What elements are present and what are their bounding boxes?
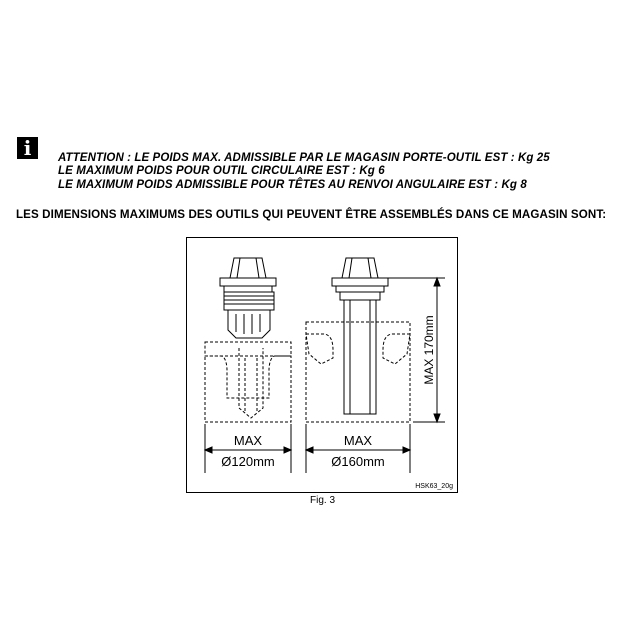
reference-code: HSK63_20g (415, 483, 453, 490)
figure-frame (186, 237, 458, 493)
left-tool-holder (220, 258, 276, 338)
left-diameter-label: Ø120mm (221, 454, 275, 469)
left-tool-envelope (205, 342, 291, 422)
notice-line-angular-head: LE MAXIMUM POIDS ADMISSIBLE POUR TÊTES AU RENVOI ANGULAIRE EST : Kg 8 (58, 179, 527, 191)
height-max-label: MAX 170mm (422, 315, 436, 385)
notice-line-weight-max: ATTENTION : LE POIDS MAX. ADMISSIBLE PAR LE MAGASIN PORTE-OUTIL EST : Kg 25 (58, 152, 550, 164)
right-diameter-label: Ø160mm (331, 454, 385, 469)
figure-caption: Fig. 3 (310, 495, 336, 506)
notice-line-circular-tool: LE MAXIMUM POIDS POUR OUTIL CIRCULAIRE EST : Kg 6 (58, 165, 385, 177)
right-max-label: MAX (343, 433, 373, 448)
right-tool-holder (332, 258, 388, 414)
dimensions-heading: LES DIMENSIONS MAXIMUMS DES OUTILS QUI PEUVENT ÊTRE ASSEMBLÉS DANS CE MAGASIN SONT: (16, 208, 607, 221)
info-icon: i (17, 137, 38, 159)
left-max-label: MAX (233, 433, 263, 448)
tool-dimensions-diagram (187, 238, 457, 492)
